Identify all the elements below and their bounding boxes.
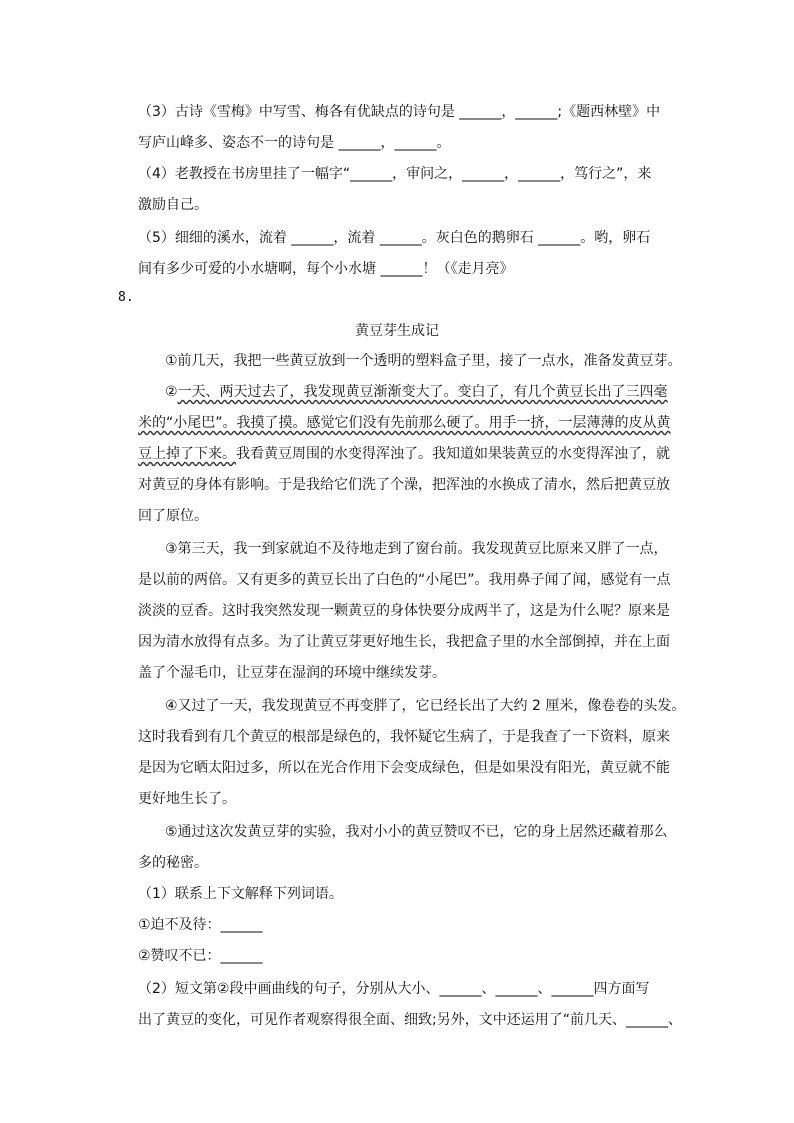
question-8-number: 8. bbox=[118, 290, 134, 305]
paragraph-5-line-1: ⑤通过这次发黄豆芽的实验，我对小小的黄豆赞叹不已，它的身上居然还藏着那么 bbox=[165, 824, 668, 840]
curved-underline-sentence: 米的“小尾巴”。我摸了摸。感觉它们没有先前那么硬了。用手一挤，一层薄薄的皮从黄 bbox=[138, 415, 671, 431]
paragraph-2-line-1 bbox=[165, 382, 668, 402]
paragraph-4-line-4: 更好地生长了。 bbox=[138, 791, 236, 807]
q4-line-2: 激励自己。 bbox=[138, 197, 208, 213]
paragraph-3-line-1: ③第三天，我一到家就迫不及待地走到了窗台前。我发现黄豆比原来又胖了一点， bbox=[165, 541, 668, 557]
paragraph-2-line-2 bbox=[138, 413, 671, 433]
paragraph-3-line-2: 是以前的两倍。又有更多的黄豆长出了白色的“小尾巴”。我用鼻子闻了闻，感觉有一点 bbox=[138, 572, 671, 588]
sub-question-1-item-a: ①迫不及待：______ bbox=[138, 917, 263, 933]
paragraph-3-line-5: 盖了个湿毛巾，让豆芽在湿润的环境中继续发芽。 bbox=[138, 665, 446, 681]
q3-line-2: 写庐山峰多、姿态不一的诗句是 ______，______。 bbox=[138, 135, 451, 151]
curved-underline-sentence: 豆上掉了下来。 bbox=[138, 446, 236, 462]
paragraph-2-line-5: 回了原位。 bbox=[138, 508, 208, 524]
paragraph-1: ①前几天，我把一些黄豆放到一个透明的塑料盒子里，接了一点水，准备发黄豆芽。 bbox=[165, 353, 682, 369]
paragraph-4-line-3: 是因为它晒太阳过多，所以在光合作用下会变成绿色，但是如果没有阳光，黄豆就不能 bbox=[138, 760, 670, 776]
paragraph-2-line-3 bbox=[138, 444, 670, 464]
q3-line-1: （3）古诗《雪梅》中写雪、梅各有优缺点的诗句是 ______，______;《题西林壁》中 bbox=[138, 104, 661, 120]
passage-title: 黄豆芽生成记 bbox=[355, 323, 439, 339]
q4-line-1: （4）老教授在书房里挂了一幅字“______，审问之，______，______，笃行之”，来 bbox=[138, 166, 652, 182]
sub-question-2-line-1: （2）短文第②段中画曲线的句子，分别从大小、______、______、______四方面写 bbox=[138, 981, 650, 997]
q5-line-2: 间有多少可爱的小水塘啊，每个小水塘 ______！（《走月亮》 bbox=[138, 261, 514, 277]
paragraph-3-line-4: 因为清水放得有点多。为了让黄豆芽更好地生长，我把盒子里的水全部倒掉，并在上面 bbox=[138, 634, 670, 650]
sub-question-2-line-2: 出了黄豆的变化，可见作者观察得很全面、细致;另外，文中还运用了“前几天、______、 bbox=[138, 1012, 682, 1028]
sub-question-1-item-b: ②赞叹不已：______ bbox=[138, 948, 263, 964]
curved-underline-sentence: 一天、两天过去了，我发现黄豆渐渐变大了。变白了，有几个黄豆长出了三四毫 bbox=[177, 384, 668, 400]
paragraph-4-line-2: 这时我看到有几个黄豆的根部是绿色的，我怀疑它生病了，于是我查了一下资料，原来 bbox=[138, 729, 670, 745]
paragraph-4-line-1: ④又过了一天，我发现黄豆不再变胖了，它已经长出了大约 2 厘米，像卷卷的头发。 bbox=[165, 698, 686, 714]
paragraph-5-line-2: 多的秘密。 bbox=[138, 855, 208, 871]
paragraph-3-line-3: 淡淡的豆香。这时我突然发现一颗黄豆的身体快要分成两半了，这是为什么呢？原来是 bbox=[138, 603, 670, 619]
paragraph-text: 我看黄豆周围的水变得浑浊了。我知道如果装黄豆的水变得浑浊了，就 bbox=[236, 446, 670, 462]
paragraph-2-line-4: 对黄豆的身体有影响。于是我给它们洗了个澡，把浑浊的水换成了清水，然后把黄豆放 bbox=[138, 477, 670, 493]
q5-line-1: （5）细细的溪水，流着 ______，流着 ______。灰白色的鹅卵石 ______。哟，卵石 bbox=[138, 230, 651, 246]
sub-question-1: （1）联系上下文解释下列词语。 bbox=[138, 886, 343, 902]
paragraph-marker: ② bbox=[165, 384, 178, 400]
